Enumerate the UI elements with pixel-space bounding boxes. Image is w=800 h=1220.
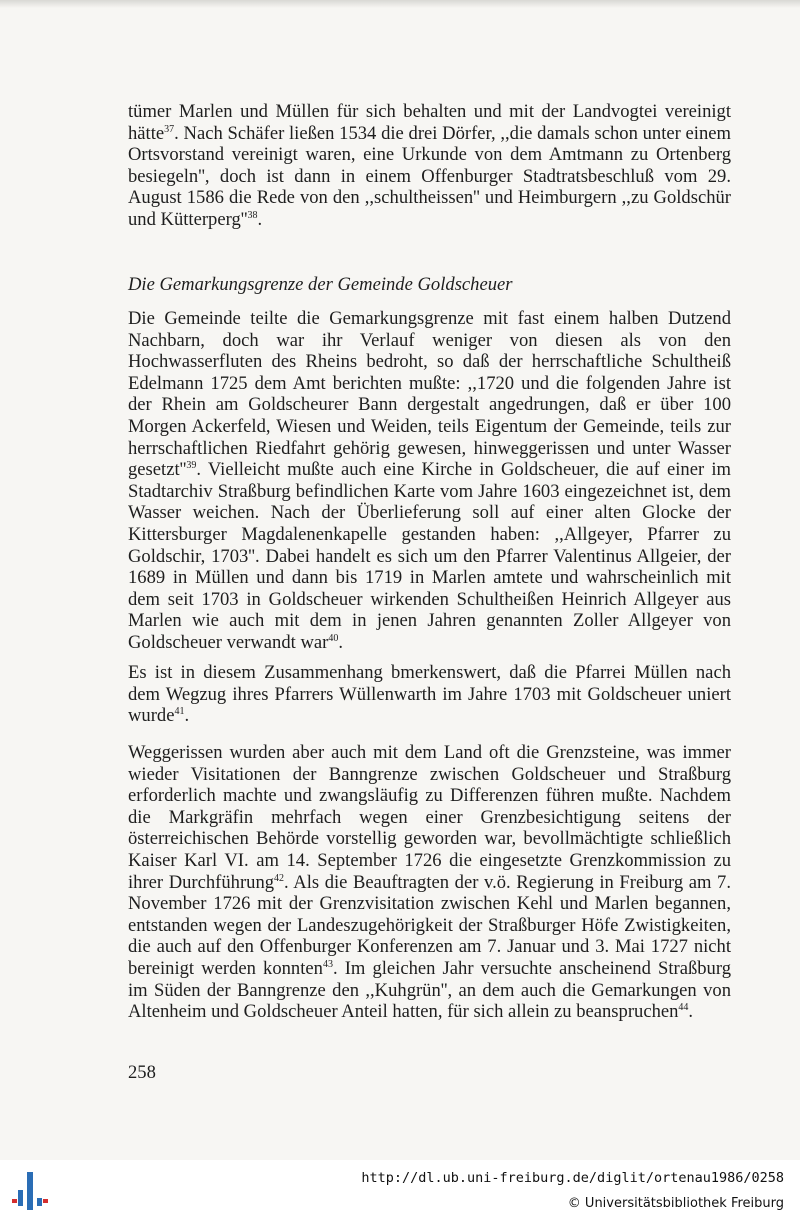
ub-freiburg-logo-icon	[10, 1168, 50, 1214]
paragraph-3: Es ist in diesem Zusammenhang bmerkenswert, daß die Pfarrei Müllen nach dem Wegzug ihres Pfarrers Wüllenwarth im Jahre 1703 mit Goldscheuer uniert wurde$^{41}$.	[128, 662, 731, 727]
copyright-notice: © Universitätsbibliothek Freiburg	[567, 1196, 784, 1211]
footnote-ref-43: 43	[322, 958, 333, 970]
footnote-ref-39: 39	[186, 460, 197, 472]
section-heading: Die Gemarkungsgrenze der Gemeinde Goldscheuer	[128, 274, 513, 295]
footnote-ref-42: 42	[274, 872, 285, 884]
footnote-ref-40: 40	[328, 632, 339, 644]
footnote-ref-38: 38	[247, 209, 258, 221]
paragraph-2: Die Gemeinde teilte die Gemarkungsgrenze mit fast einem halben Dutzend Nachbarn, doch war ihr Verlauf weniger von diesen als von den Hochwasserfluten des Rheins bedroht, so daß der herrschaftliche Schultheiß Edelmann 1725 dem Amt berichten mußte: ,,1720 und die folgenden Jahre ist der Rhein am Goldscheurer Bann dergestalt angedrungen, daß er über 100 Morgen Ackerfeld, Wiesen und Weiden, teils Eigentum der Gemeinde, teils zur herrschaftlichen Riedfahrt gehörig gewesen, hinweggerissen und unter Wasser $gesetzt''^{39}$. Vielleicht mußte auch eine Kirche in Goldscheuer, die auf einer im Stadtarchiv Straßburg befindlichen Karte vom Jahre 1603 eingezeichnet ist, dem Wasser weichen. Nach der Überlieferung soll auf einer alten Glocke der Kittersburger Magdalenenkapelle gestanden haben: ,,Allgeyer, Pfarrer zu Goldschir, 1703''. Dabei handelt es sich um den Pfarrer Valentinus Allgeier, der 1689 in Müllen und dann bis 1719 in Marlen amtete und wahrscheinlich mit dem seit 1703 in Goldscheuer wirkenden Schultheißen Heinrich Allgeyer aus Marlen wie auch mit dem in jenen Jahren genannten Zoller Allgeyer von Goldscheuer verwandt war$^{40}$.	[128, 308, 731, 653]
paragraph-4: Weggerissen wurden aber auch mit dem Land oft die Grenzsteine, was immer wieder Visitationen der Banngrenze zwischen Goldscheuer und Straßburg erforderlich machte und zwangsläufig zu Differenzen führen mußte. Nachdem die Markgräfin mehrfach wegen einer Grenzbesichtigung seitens der österreichischen Behörde vorstellig geworden war, bevollmächtigte schließlich Kaiser Karl VI. am 14. September 1726 die eingesetzte Grenzkommission zu ihrer Durchführung$^{42}$. Als die Beauftragten der v.ö. Regierung in Freiburg am 7. November 1726 mit der Grenzvisitation zwischen Kehl und Marlen begannen, entstanden wegen der Landeszugehörigkeit der Straßburger Höfe Zwistigkeiten, die auch auf den Offenburger Konferenzen am 7. Januar und 3. Mai 1727 nicht bereinigt werden konnten$^{43}$. Im gleichen Jahr versuchte anscheinend Straßburg im Süden der Banngrenze den ,,Kuhgrün'', an dem auch die Gemarkungen von Altenheim und Goldscheuer Anteil hatten, für sich allein zu beanspruchen$^{44}$.	[128, 742, 731, 1023]
page-top-edge	[0, 0, 800, 8]
footnote-ref-41: 41	[174, 706, 185, 718]
footnote-ref-37: 37	[164, 123, 175, 135]
footnote-ref-44: 44	[678, 1002, 689, 1014]
paragraph-1: tümer Marlen und Müllen für sich behalten und mit der Landvogtei vereinigt hätte$^{37}$. Nach Schäfer ließen 1534 die drei Dörfer, ,,die damals schon unter einem Ortsvorstand vereinigt waren, eine Urkunde von dem Amtmann zu Ortenberg besiegeln'', doch ist dann in einem Offenburger Stadtratsbeschluß vom 29. August 1586 die Rede von den ,,schultheissen'' und Heimburgern ,,zu Goldschür und $Kütterperg''^{38}$.	[128, 101, 731, 230]
page-number: 258	[128, 1062, 156, 1083]
viewer-footer	[0, 1160, 800, 1220]
permalink-url[interactable]: http://dl.ub.uni-freiburg.de/diglit/ortenau1986/0258	[361, 1170, 784, 1186]
